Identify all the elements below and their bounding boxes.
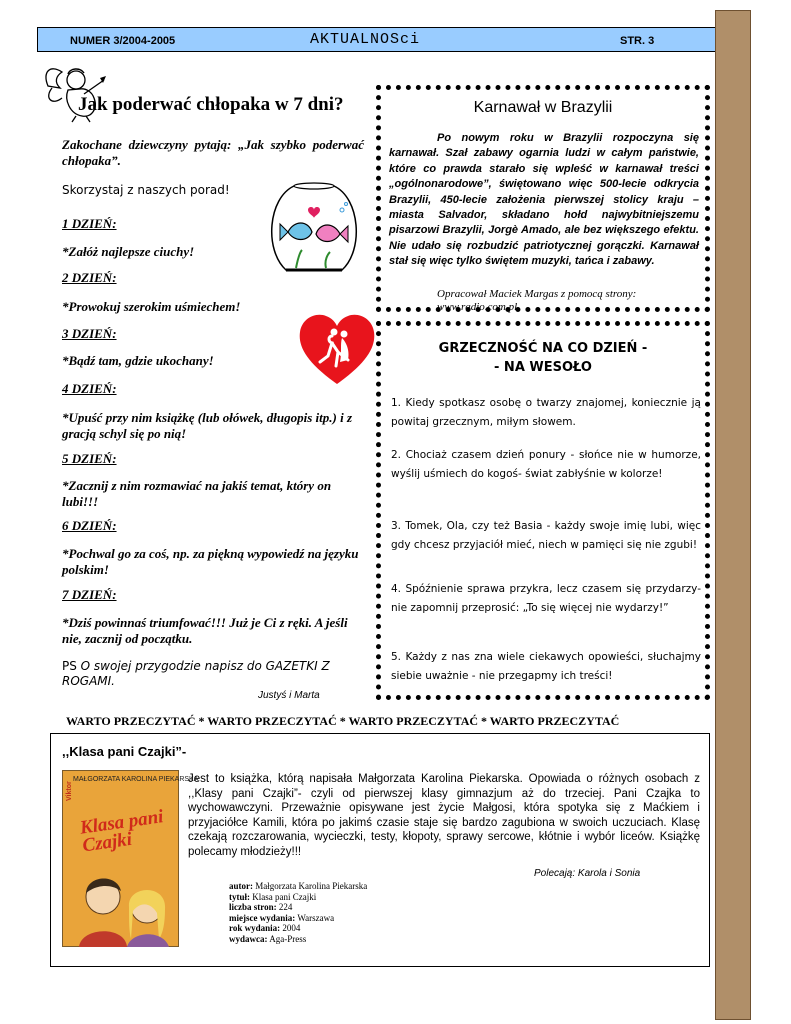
karnawal-article [376, 85, 710, 312]
day-label-5: 5 DZIEŃ: [62, 451, 117, 466]
day-text-3: *Bądź tam, gdzie ukochany! [62, 353, 214, 368]
warto-banner: WARTO PRZECZYTAĆ * WARTO PRZECZYTAĆ * WARTO PRZECZYTAĆ * WARTO PRZECZYTAĆ [66, 714, 620, 728]
book-detail-row [229, 902, 367, 913]
grzecznosc-item-4: 4. Spóźnienie sprawa przykra, lecz czasem się przydarzy- nie zapomnij przeprosić: „To się więcej nie wydarzy!” [391, 583, 701, 614]
detail-value: 224 [278, 902, 293, 912]
book-cover-image [62, 770, 199, 947]
day-label-6: 6 DZIEŃ: [62, 518, 117, 533]
book-review [50, 733, 710, 967]
detail-value: Małgorzata Karolina Piekarska [255, 881, 368, 891]
day-label-3: 3 DZIEŃ: [62, 326, 117, 341]
day-label-7: 7 DZIEŃ: [62, 587, 117, 602]
day-text-4: *Upuść przy nim książkę (lub ołówek, długopis itp.) i z gracją schyl się po nią! [62, 410, 352, 441]
day-label-4: 4 DZIEŃ: [62, 381, 117, 396]
issue-number: NUMER 3/2004-2005 [70, 35, 176, 47]
fishbowl-icon [264, 180, 364, 278]
day-text-2: *Prowokuj szerokim uśmiechem! [62, 299, 241, 314]
cover-author: MAŁGORZATA KAROLINA PIEKARSKA [73, 776, 199, 783]
grzecznosc-item-1: 1. Kiedy spotkasz osobę o twarzy znajomej, koniecznie ją powitaj grzecznym, miłym słowem. [391, 397, 701, 428]
page-number: STR. 3 [620, 35, 655, 47]
detail-value: Klasa pani Czajki [252, 891, 317, 902]
day-text-5: *Zacznij z nim rozmawiać na jakiś temat, który on lubi!!! [62, 478, 332, 509]
book-details [229, 881, 367, 944]
book-heading: ,,Klasa pani Czajki”- [62, 744, 187, 759]
day-text-6: *Pochwal go za coś, np. za piękną wypowiedź na języku polskim! [62, 546, 359, 577]
book-detail-row [229, 881, 367, 892]
grzecznosc-item-5: 5. Każdy z nas zna wiele ciekawych opowieści, słuchajmy siebie uważnie - nie przegapmy ich treści! [391, 651, 701, 682]
heart-icon [298, 312, 376, 386]
page-header [37, 27, 751, 52]
book-detail-row [229, 934, 367, 945]
detail-key: autor: [229, 881, 253, 891]
book-detail-row [229, 892, 367, 903]
decorative-side-bar [715, 10, 751, 1020]
left-authors: Justyś i Marta [258, 690, 320, 701]
day-label-1: 1 DZIEŃ: [62, 216, 117, 231]
section-title: AKTUALNOSci [310, 31, 421, 48]
cover-publisher: Viktor [66, 781, 73, 801]
book-detail-row [229, 923, 367, 934]
book-recommendation: Polecają: Karola i Sonia [534, 868, 641, 879]
karnawal-credit: Opracował Maciek Margas z pomocą strony: www.radio.com.pl [437, 288, 637, 313]
grzecznosc-article [376, 321, 710, 700]
postscript [62, 659, 342, 689]
advice-line: Skorzystaj z naszych porad! [62, 183, 230, 197]
grzecznosc-title-line2: - NA WESOŁO [494, 360, 592, 375]
day-label-2: 2 DZIEŃ: [62, 270, 117, 285]
book-detail-row [229, 913, 367, 924]
detail-key: rok wydania: [229, 923, 281, 933]
detail-key: wydawca: [229, 933, 268, 944]
detail-key: miejsce wydania: [229, 912, 296, 923]
cover-title: Klasa pani Czajki [78, 806, 165, 857]
grzecznosc-item-2: 2. Chociaż czasem dzień ponury - słońce nie w humorze, wyślij uśmiech do kogoś- świat zabłyśnie w kolorze! [391, 449, 701, 480]
detail-value: Warszawa [297, 912, 335, 923]
detail-key: liczba stron: [229, 902, 277, 912]
book-description: Jest to książka, którą napisała Małgorzata Karolina Piekarska. Opowiada o różnych osobach z ,,Klasy pani Czajki”- czyli od pierwszej klasy gimnazjum aż do trzeciej. Pani Czajka to wychowawczyni. Przeważnie opisywane jest życie Małgosi, która spotyka się z Maćkiem i przyjaciółce Kamili, która po jakimś czasie staje się bardzo zagubiona w swoich uczuciach. Klasę czekają rozczarowania, wycieczki, testy, kłopoty, sprawy sercowe, kłótnie i wybór liceów. Książkę polecamy młodzieży!!! [188, 773, 700, 858]
karnawal-title: Karnawał w Brazylii [473, 99, 613, 116]
grzecznosc-title-line1: GRZECZNOŚĆ NA CO DZIEŃ - [438, 341, 648, 356]
grzecznosc-item-3: 3. Tomek, Ola, czy też Basia - każdy swoje imię lubi, więc gdy chcesz przyjaciół mieć, niech w pamięci się nie zgubi! [391, 520, 701, 551]
cover-illustration [71, 867, 175, 947]
karnawal-body: Po nowym roku w Brazylii rozpoczyna się karnawał. Szał zabawy ogarnia ludzi w całym państwie, które co prawda starało się wpleść w karnawał treści „ogólnonarodowe”, świętowano więc 500-lecie odkrycia Brazylii, 450-lecie założenia pierwszej stolicy kraju – miasta Salvador, składano hołd najwybitniejszemu pisarzowi Brazylii, Jorgè Amado, ale bez większego efektu. Nie udało się rozbudzić patriotycznej gorączki. Karnawał stał się więc tylko świętem muzyki, tańca i zabawy. [389, 132, 699, 268]
article-title-left: Jak poderwać chłopaka w 7 dni? [78, 94, 344, 115]
ps-text: O swojej przygodzie napisz do GAZETKI Z ROGAMI. [62, 659, 330, 688]
detail-value: 2004 [282, 923, 301, 933]
detail-key: tytuł: [229, 891, 250, 902]
ps-prefix: PS [62, 659, 81, 673]
day-text-7: *Dziś powinnaś triumfować!!! Już je Ci z ręki. A jeśli nie, zacznij od początku. [62, 615, 348, 646]
article-intro: Zakochane dziewczyny pytają: „Jak szybko poderwać chłopaka”. [62, 137, 364, 168]
detail-value: Aga-Press [269, 933, 307, 944]
day-text-1: *Załóż najlepsze ciuchy! [62, 244, 195, 259]
